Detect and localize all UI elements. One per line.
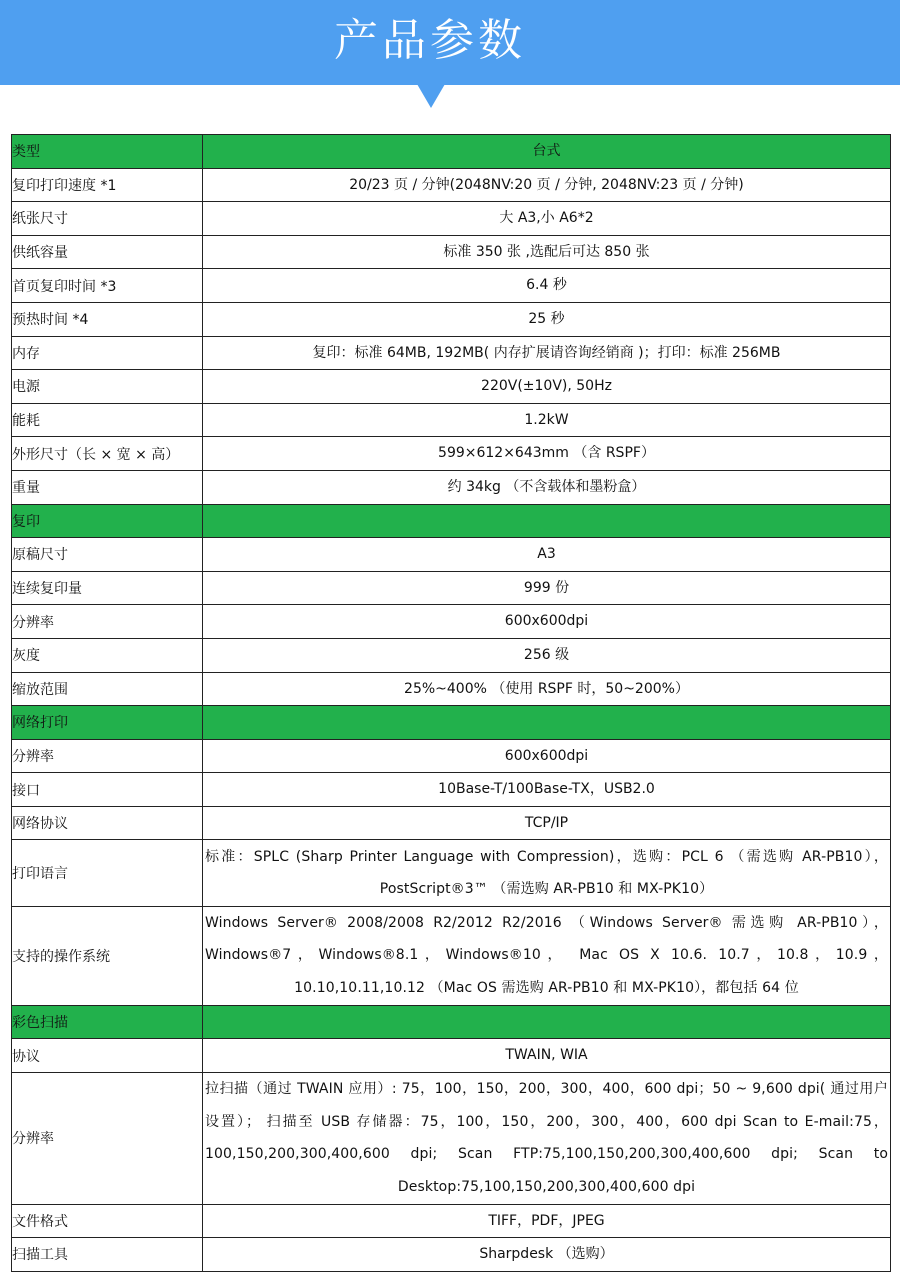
row-value: 20/23 页 / 分钟(2048NV:20 页 / 分钟, 2048NV:23 页 / 分钟) (203, 168, 891, 202)
table-row (12, 773, 891, 807)
table-row (12, 269, 891, 303)
table-row (12, 1072, 891, 1204)
row-value: 标准：SPLC (Sharp Printer Language with Compression)，选购：PCL 6 （需选购 AR-PB10），PostScript®3™ （需选购 AR-PB10 和 MX-PK10） (203, 840, 891, 906)
table-row (12, 370, 891, 404)
spec-table (11, 134, 891, 1272)
row-value: TIFF，PDF，JPEG (203, 1204, 891, 1238)
row-label: 重量 (12, 470, 203, 504)
table-row (12, 470, 891, 504)
table-row (12, 1238, 891, 1272)
row-value: 220V(±10V), 50Hz (203, 370, 891, 404)
title-banner (0, 0, 900, 85)
table-row (12, 302, 891, 336)
row-value: 标准 350 张 ,选配后可达 850 张 (203, 235, 891, 269)
table-row (12, 202, 891, 236)
row-label: 缩放范围 (12, 672, 203, 706)
row-label: 扫描工具 (12, 1238, 203, 1272)
row-value: 25 秒 (203, 302, 891, 336)
section-spacer (203, 1005, 891, 1039)
page-title: 产品参数 (334, 15, 526, 66)
row-label: 打印语言 (12, 840, 203, 906)
section-spacer (203, 706, 891, 740)
table-row (12, 672, 891, 706)
row-label: 连续复印量 (12, 571, 203, 605)
table-row (12, 739, 891, 773)
row-value: Windows Server® 2008/2008 R2/2012 R2/2016 （Windows Server® 需选购 AR-PB10），Windows®7，Windows®8.1，Windows®10， Mac OS X 10.6. 10.7，10.8，10.9，10.10,10.11,10.12 （Mac OS 需选购 AR-PB10 和 MX-PK10），都包括 64 位 (203, 906, 891, 1005)
row-label: 分辨率 (12, 739, 203, 773)
section-title: 复印 (12, 504, 203, 538)
row-label: 支持的操作系统 (12, 906, 203, 1005)
row-value: 6.4 秒 (203, 269, 891, 303)
section-header-row (12, 1005, 891, 1039)
table-row (12, 638, 891, 672)
table-row (12, 1204, 891, 1238)
row-value: 10Base-T/100Base-TX，USB2.0 (203, 773, 891, 807)
section-title: 彩色扫描 (12, 1005, 203, 1039)
row-label: 分辨率 (12, 605, 203, 639)
table-header-row (12, 135, 891, 169)
row-label: 接口 (12, 773, 203, 807)
row-label: 分辨率 (12, 1072, 203, 1204)
table-row (12, 906, 891, 1005)
row-label: 首页复印时间 *3 (12, 269, 203, 303)
row-label: 网络协议 (12, 806, 203, 840)
section-header-row (12, 504, 891, 538)
row-label: 文件格式 (12, 1204, 203, 1238)
table-row (12, 336, 891, 370)
row-label: 原稿尺寸 (12, 538, 203, 572)
row-label: 外形尺寸（长 × 宽 × 高） (12, 437, 203, 471)
table-row (12, 605, 891, 639)
row-label: 协议 (12, 1039, 203, 1073)
row-value: 25%~400% （使用 RSPF 时，50~200%） (203, 672, 891, 706)
table-row (12, 168, 891, 202)
banner-pointer (417, 84, 445, 108)
row-value: 约 34kg （不含载体和墨粉盒） (203, 470, 891, 504)
row-label: 灰度 (12, 638, 203, 672)
table-row (12, 1039, 891, 1073)
row-value: 256 级 (203, 638, 891, 672)
row-label: 纸张尺寸 (12, 202, 203, 236)
row-label: 供纸容量 (12, 235, 203, 269)
table-row (12, 235, 891, 269)
row-value: A3 (203, 538, 891, 572)
row-value: 600x600dpi (203, 739, 891, 773)
table-row (12, 403, 891, 437)
section-header-row (12, 706, 891, 740)
row-label: 复印打印速度 *1 (12, 168, 203, 202)
row-label: 预热时间 *4 (12, 302, 203, 336)
table-row (12, 571, 891, 605)
table-row (12, 538, 891, 572)
row-value: Sharpdesk （选购） (203, 1238, 891, 1272)
row-value: 复印：标准 64MB, 192MB( 内存扩展请咨询经销商 )；打印：标准 256MB (203, 336, 891, 370)
row-value: 599×612×643mm （含 RSPF） (203, 437, 891, 471)
section-spacer (203, 504, 891, 538)
header-value: 台式 (203, 135, 891, 169)
row-value: 大 A3,小 A6*2 (203, 202, 891, 236)
row-value: 1.2kW (203, 403, 891, 437)
section-title: 网络打印 (12, 706, 203, 740)
row-label: 能耗 (12, 403, 203, 437)
row-value: TWAIN, WIA (203, 1039, 891, 1073)
row-value: 拉扫描（通过 TWAIN 应用）: 75，100，150，200，300，400，600 dpi；50 ~ 9,600 dpi( 通过用户设置）； 扫描至 USB 存储器：75，100，150，200，300，400，600 dpi Scan to E-mail:75，100,150,200,300,400,600 dpi; Scan FTP:75,100,150,200,300,400,600 dpi; Scan to Desktop:75,100,150,200,300,400,600 dpi (203, 1072, 891, 1204)
header-label: 类型 (12, 135, 203, 169)
table-row (12, 806, 891, 840)
row-value: 999 份 (203, 571, 891, 605)
row-label: 内存 (12, 336, 203, 370)
row-label: 电源 (12, 370, 203, 404)
table-row (12, 437, 891, 471)
row-value: TCP/IP (203, 806, 891, 840)
row-value: 600x600dpi (203, 605, 891, 639)
table-row (12, 840, 891, 906)
